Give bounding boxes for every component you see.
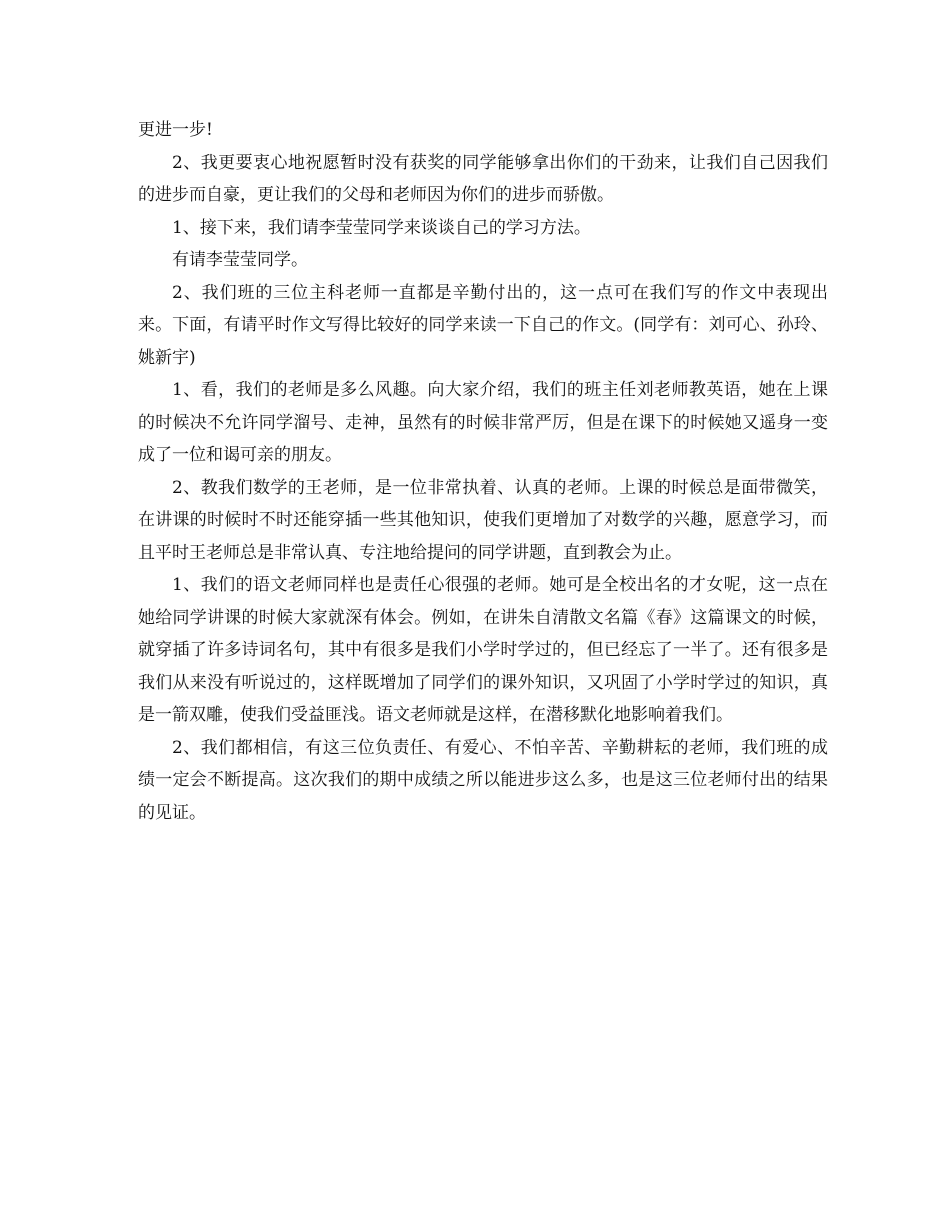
document-body: [138, 114, 828, 829]
paragraph: 2、我更要衷心地祝愿暂时没有获奖的同学能够拿出你们的干劲来，让我们自己因我们的进步而自豪，更让我们的父母和老师因为你们的进步而骄傲。: [138, 152, 828, 205]
paragraph: 1、接下来，我们请李莹莹同学来谈谈自己的学习方法。: [172, 217, 591, 238]
paragraph: 2、教我们数学的王老师，是一位非常执着、认真的老师。上课的时候总是面带微笑，在讲课的时候时不时还能穿插一些其他知识，使我们更增加了对数学的兴趣，愿意学习，而且平时王老师总是非常认真、专注地给提问的同学讲题，直到教会为止。: [138, 477, 828, 563]
paragraph: 2、我们班的三位主科老师一直都是辛勤付出的，这一点可在我们写的作文中表现出来。下面，有请平时作文写得比较好的同学来读一下自己的作文。(同学有：刘可心、孙玲、姚新宇): [138, 282, 828, 368]
paragraph-continuation: 更进一步!: [138, 120, 213, 140]
paragraph: 1、看，我们的老师是多么风趣。向大家介绍，我们的班主任刘老师教英语，她在上课的时候决不允许同学溜号、走神，虽然有的时候非常严厉，但是在课下的时候她又遥身一变成了一位和谒可亲的朋友。: [138, 380, 828, 465]
paragraph: 1、我们的语文老师同样也是责任心很强的老师。她可是全校出名的才女呢，这一点在她给同学讲课的时候大家就深有体会。例如，在讲朱自清散文名篇《春》这篇课文的时候，就穿插了许多诗词名句，其中有很多是我们小学时学过的，但已经忘了一半了。还有很多是我们从来没有听说过的，这样既增加了同学们的课外知识，又巩固了小学时学过的知识，真是一箭双雕，使我们受益匪浅。语文老师就是这样，在潜移默化地影响着我们。: [138, 575, 828, 725]
paragraph: 2、我们都相信，有这三位负责任、有爱心、不怕辛苦、辛勤耕耘的老师，我们班的成绩一定会不断提高。这次我们的期中成绩之所以能进步这么多，也是这三位老师付出的结果的见证。: [138, 737, 828, 823]
paragraph: 有请李莹莹同学。: [172, 250, 308, 270]
